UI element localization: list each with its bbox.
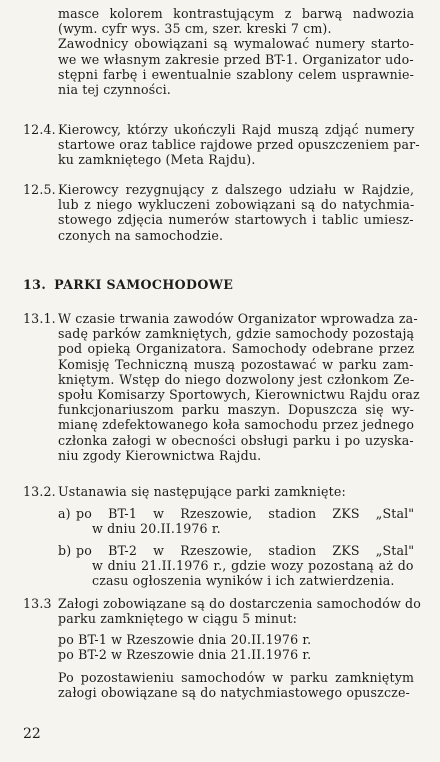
list-item-a [76, 506, 414, 536]
text-line: stępni farbę i ewentualnie szablony celem usprawnie- [58, 66, 415, 82]
text-line: stowego zdjęcia numerów startowych i tablic umiesz- [58, 212, 414, 228]
text-line: W czasie trwania zawodów Organizator wprowadza za- [58, 311, 418, 326]
item-12-4-text [58, 122, 420, 168]
item-number-12-4: 12.4. [23, 122, 56, 137]
text-line: załogi obowiązane są do natychmiastowego opuszcze- [58, 685, 410, 701]
item-13-2-intro [58, 484, 414, 499]
list-label-a: a) [58, 506, 71, 521]
text-line: Komisję Techniczną muszą pozostawać w parku zam- [58, 356, 414, 372]
text-line: funkcjonariuszom parku maszyn. Dopuszcza się wy- [58, 402, 415, 418]
text-line: Kierowcy, którzy ukończyli Rajd muszą zdjąć numery [58, 122, 415, 137]
text-line: czonych na samochodzie. [58, 227, 224, 243]
text-line: nia tej czynności. [58, 82, 171, 98]
text-line: w dniu 21.II.1976 r., gdzie wozy pozostaną aż do [92, 558, 414, 574]
text-line: Ustanawia się następujące parki zamknięte: [58, 484, 346, 499]
text-line: ku zamkniętego (Meta Rajdu). [58, 152, 256, 168]
schedule-line: po BT-2 w Rzeszowie dnia 21.II.1976 r. [58, 647, 312, 663]
item-number-13-3: 13.3 [23, 596, 52, 611]
text-line: Po pozostawieniu samochodów w parku zamkniętym [58, 670, 415, 685]
text-line: Zawodnicy obowiązani są wymalować numery starto- [58, 36, 414, 52]
list-item-b [76, 543, 414, 589]
section-number: 13. [23, 277, 47, 292]
text-line: (wym. cyfr wys. 35 cm, szer. kreski 7 cm). [58, 21, 332, 37]
text-line: masce kolorem kontrastującym z barwą nadwozia [58, 6, 415, 21]
item-number-13-2: 13.2. [23, 484, 56, 499]
list-label-b: b) [58, 543, 72, 558]
text-line: sadę parków zamkniętych, gdzie samochody pozostają [58, 326, 415, 342]
text-line: pod opieką Organizatora. Samochody odebrane przez [58, 341, 415, 357]
section-title: PARKI SAMOCHODOWE [54, 277, 234, 292]
text-line: Kierowcy rezygnujący z dalszego udziału w Rajdzie, [58, 182, 415, 197]
item-12-5-text [58, 182, 414, 243]
text-line: mianę zdefektowanego koła samochodu przez jednego [58, 417, 415, 433]
schedule-line: po BT-1 w Rzeszowie dnia 20.II.1976 r. [58, 632, 312, 647]
section-heading-13 [23, 277, 233, 292]
continuation-paragraph [58, 6, 414, 97]
text-line: w dniu 20.II.1976 r. [92, 521, 221, 537]
text-line: we we własnym zakresie przed BT-1. Organizator udo- [58, 51, 414, 67]
schedule-list [58, 632, 414, 662]
text-line: społu Komisarzy Sportowych, Kierownictwu Rajdu oraz [58, 387, 420, 403]
text-line: po BT-1 w Rzeszowie, stadion ZKS „Stal" [76, 506, 415, 521]
text-line: Załogi zobowiązane są do dostarczenia samochodów do [58, 596, 421, 611]
text-line: startowe oraz tablice rajdowe przed opuszczeniem par- [58, 137, 420, 153]
text-line: po BT-2 w Rzeszowie, stadion ZKS „Stal" [76, 543, 415, 558]
item-number-12-5: 12.5. [23, 182, 56, 197]
text-line: kniętym. Wstęp do niego dozwolony jest członkom Ze- [58, 371, 415, 387]
item-13-3-tail [58, 670, 414, 700]
text-line: niu zgody Kierownictwa Rajdu. [58, 447, 262, 463]
text-line: parku zamkniętego w ciągu 5 minut: [58, 611, 297, 627]
item-13-1-text [58, 311, 420, 463]
text-line: członka załogi w obecności obsługi parku i po uzyska- [58, 432, 414, 448]
text-line: lub z niego wykluczeni zobowiązani są do natychmia- [58, 197, 415, 213]
item-13-3-text [58, 596, 421, 627]
page-number: 22 [23, 726, 41, 742]
item-number-13-1: 13.1. [23, 311, 56, 326]
text-line: czasu ogłoszenia wyników i ich zatwierdzenia. [92, 573, 395, 589]
